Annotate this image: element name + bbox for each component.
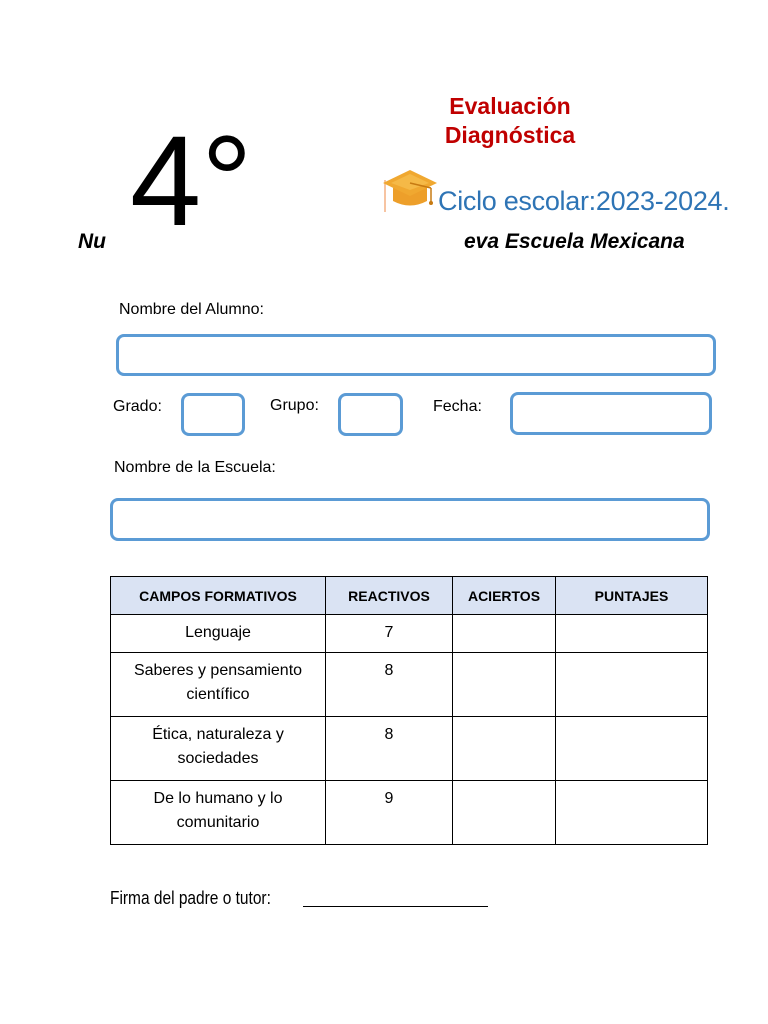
campo-cell: Ética, naturaleza y sociedades — [111, 717, 326, 781]
evaluation-table — [110, 576, 708, 845]
header-puntajes: PUNTAJES — [556, 577, 708, 615]
grado-field[interactable] — [181, 393, 245, 436]
reactivos-cell: 7 — [326, 615, 453, 653]
signature-label: Firma del padre o tutor: — [110, 888, 271, 908]
header-campos: CAMPOS FORMATIVOS — [111, 577, 326, 615]
aciertos-cell[interactable] — [453, 717, 556, 781]
student-name-field[interactable] — [116, 334, 716, 376]
campo-cell: Saberes y pensamiento científico — [111, 653, 326, 717]
school-cycle: Ciclo escolar:2023-2024. — [438, 186, 730, 216]
puntajes-cell[interactable] — [556, 653, 708, 717]
student-name-label: Nombre del Alumno: — [119, 301, 264, 318]
campo-cell: Lenguaje — [111, 615, 326, 653]
aciertos-cell[interactable] — [453, 653, 556, 717]
fecha-field[interactable] — [510, 392, 712, 435]
table-row — [111, 615, 708, 653]
grupo-label: Grupo: — [270, 397, 319, 414]
reactivos-cell: 8 — [326, 717, 453, 781]
title-line-1: Evaluación — [449, 93, 571, 119]
title-line-2: Diagnóstica — [444, 122, 576, 148]
nem-fragment-right: eva Escuela Mexicana — [464, 230, 685, 253]
table-row — [111, 653, 708, 717]
fecha-label: Fecha: — [433, 398, 482, 415]
header-aciertos: ACIERTOS — [453, 577, 556, 615]
table-header-row — [111, 577, 708, 615]
grade-number: 4° — [130, 110, 253, 253]
reactivos-cell: 9 — [326, 781, 453, 845]
reactivos-cell: 8 — [326, 653, 453, 717]
evaluation-title — [420, 92, 600, 150]
puntajes-cell[interactable] — [556, 781, 708, 845]
puntajes-cell[interactable] — [556, 615, 708, 653]
signature-line[interactable] — [303, 906, 488, 907]
campo-cell: De lo humano y lo comunitario — [111, 781, 326, 845]
puntajes-cell[interactable] — [556, 717, 708, 781]
grado-label: Grado: — [113, 398, 162, 415]
aciertos-cell[interactable] — [453, 615, 556, 653]
grupo-field[interactable] — [338, 393, 403, 436]
school-name-field[interactable] — [110, 498, 710, 541]
aciertos-cell[interactable] — [453, 781, 556, 845]
graduation-cap-icon — [383, 166, 439, 214]
nem-fragment-left: Nu — [78, 230, 106, 253]
header-reactivos: REACTIVOS — [326, 577, 453, 615]
table-row — [111, 781, 708, 845]
table-row — [111, 717, 708, 781]
school-name-label: Nombre de la Escuela: — [114, 459, 276, 476]
